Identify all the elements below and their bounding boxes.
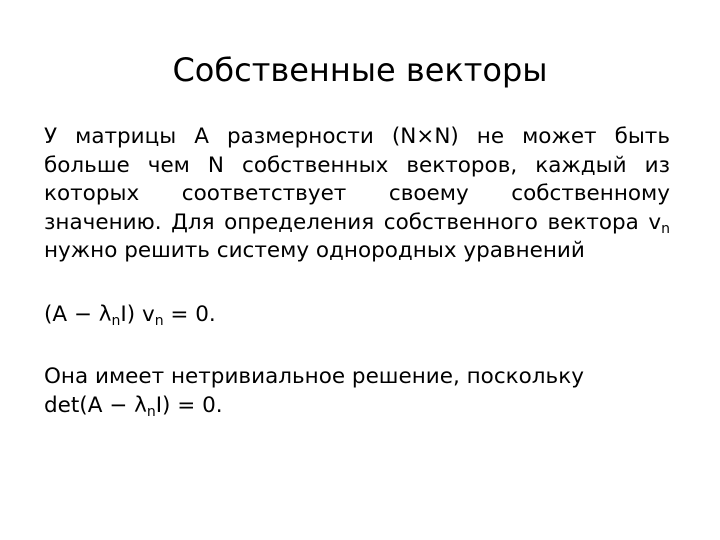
paragraph-text-end: нужно решить систему однородных уравнений <box>44 238 585 263</box>
paragraph-text-start: У матрицы А размерности (N×N) не может быть больше чем N собственных векторов, каждый из которых соответствует своему собственному значению. Для определения собственного вектора v <box>44 124 670 235</box>
slide-title: Собственные векторы <box>172 51 548 89</box>
vector-subscript: n <box>661 220 670 237</box>
determinant-part-2: I) = 0. <box>155 392 223 418</box>
eigenvector-paragraph <box>44 123 670 266</box>
determinant-subscript: n <box>146 403 156 420</box>
determinant-part-1: det(A − λ <box>44 392 147 418</box>
vector-subscript-eq: n <box>154 312 164 329</box>
equation-part-2: I) v <box>120 301 155 327</box>
equation-part-1: (A − λ <box>44 301 112 327</box>
homogeneous-equation <box>44 301 670 330</box>
slide-body <box>44 123 670 420</box>
solution-text: Она имеет нетривиальное решение, поскольку <box>44 364 584 389</box>
nontrivial-solution-paragraph <box>44 363 670 420</box>
lambda-subscript: n <box>111 312 121 329</box>
equation-part-3: = 0. <box>163 301 216 327</box>
